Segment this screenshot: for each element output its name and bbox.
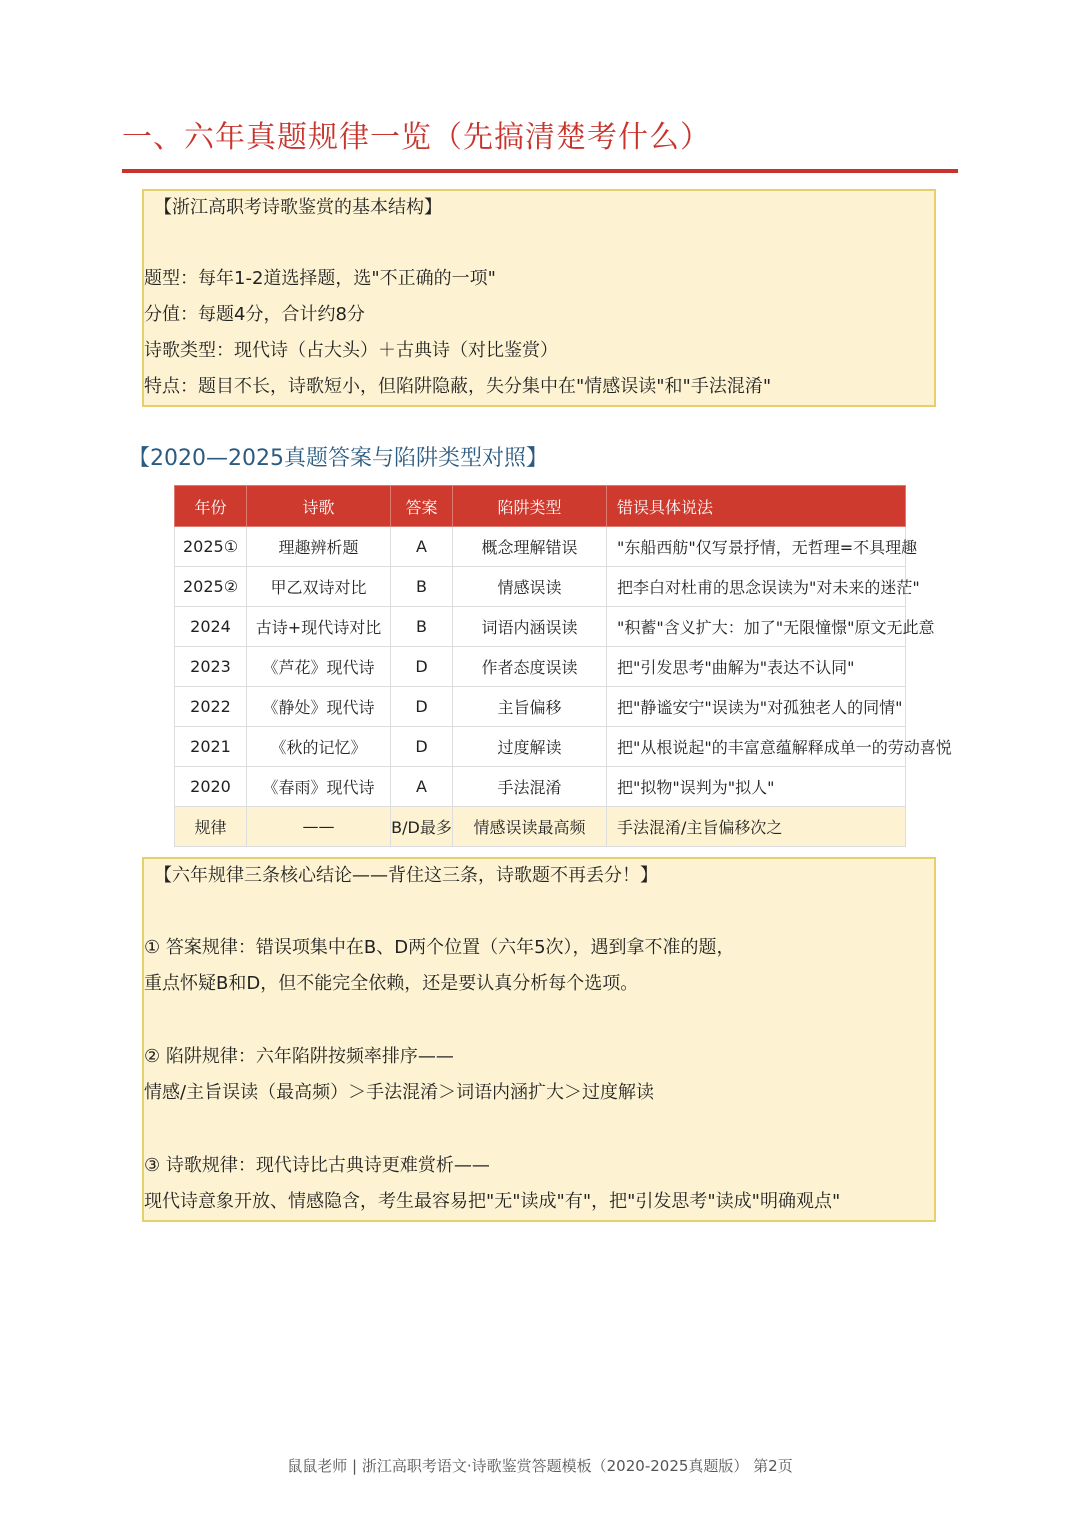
cell-trap-type: 词语内涵误读: [453, 607, 607, 647]
cell-trap-type: 过度解读: [453, 727, 607, 767]
cell-answer: D: [391, 727, 453, 767]
cell-trap-type: 情感误读: [453, 567, 607, 607]
cell-answer: D: [391, 647, 453, 687]
cell-answer: D: [391, 687, 453, 727]
structure-line-score: 分值：每题4分，合计约8分: [144, 304, 365, 325]
conclusion-box-heading: 【六年规律三条核心结论——背住这三条，诗歌题不再丢分！】: [154, 865, 658, 886]
rule2-line2: 情感/主旨误读（最高频）＞手法混淆＞词语内涵扩大＞过度解读: [144, 1082, 655, 1103]
page-title: 一、六年真题规律一览（先搞清楚考什么）: [122, 120, 711, 155]
summary-trap-type: 情感误读最高频: [453, 807, 607, 847]
cell-year: 2023: [175, 647, 247, 687]
structure-line-poem-type: 诗歌类型：现代诗（占大头）＋古典诗（对比鉴赏）: [144, 340, 558, 361]
summary-poem: ——: [247, 807, 391, 847]
cell-trap-type: 手法混淆: [453, 767, 607, 807]
table-row: [175, 527, 906, 567]
header-trap-type: 陷阱类型: [453, 486, 607, 527]
rule3-line2: 现代诗意象开放、情感隐含，考生最容易把"无"读成"有"，把"引发思考"读成"明确观点": [144, 1191, 841, 1212]
cell-error-detail: 把李白对杜甫的思念误读为"对未来的迷茫": [607, 567, 906, 607]
rule1-line2: 重点怀疑B和D，但不能完全依赖，还是要认真分析每个选项。: [144, 973, 639, 994]
cell-error-detail: 把"引发思考"曲解为"表达不认同": [607, 647, 906, 687]
cell-poem: 《秋的记忆》: [247, 727, 391, 767]
summary-error-detail: 手法混淆/主旨偏移次之: [607, 807, 906, 847]
cell-year: 2021: [175, 727, 247, 767]
rule2-line1: ② 陷阱规律：六年陷阱按频率排序——: [144, 1046, 454, 1067]
table-row: [175, 767, 906, 807]
cell-trap-type: 主旨偏移: [453, 687, 607, 727]
page-footer: 鼠鼠老师 | 浙江高职考语文·诗歌鉴赏答题模板（2020-2025真题版） 第2页: [287, 1457, 793, 1475]
cell-year: 2025②: [175, 567, 247, 607]
cell-poem: 古诗+现代诗对比: [247, 607, 391, 647]
header-year: 年份: [175, 486, 247, 527]
cell-answer: B: [391, 607, 453, 647]
cell-error-detail: "东船西舫"仅写景抒情，无哲理=不具理趣: [607, 527, 906, 567]
cell-answer: B: [391, 567, 453, 607]
cell-year: 2024: [175, 607, 247, 647]
cell-poem: 《芦花》现代诗: [247, 647, 391, 687]
structure-line-features: 特点：题目不长，诗歌短小，但陷阱隐蔽，失分集中在"情感误读"和"手法混淆": [144, 376, 772, 397]
table-row: [175, 647, 906, 687]
cell-trap-type: 概念理解错误: [453, 527, 607, 567]
cell-answer: A: [391, 767, 453, 807]
cell-poem: 《春雨》现代诗: [247, 767, 391, 807]
answers-table: [174, 485, 952, 847]
cell-error-detail: 把"静谧安宁"误读为"对孤独老人的同情": [607, 687, 906, 727]
cell-poem: 理趣辨析题: [247, 527, 391, 567]
table-section-heading: 【2020—2025真题答案与陷阱类型对照】: [128, 446, 548, 471]
structure-line-type: 题型：每年1-2道选择题，选"不正确的一项": [144, 268, 496, 289]
header-error-detail: 错误具体说法: [607, 486, 906, 527]
cell-answer: A: [391, 527, 453, 567]
cell-year: 2022: [175, 687, 247, 727]
table-header-row: [175, 486, 906, 527]
header-answer: 答案: [391, 486, 453, 527]
conclusion-box: [142, 857, 936, 1222]
rule3-line1: ③ 诗歌规律：现代诗比古典诗更难赏析——: [144, 1155, 490, 1176]
table-row: [175, 687, 906, 727]
rule1-line1: ① 答案规律：错误项集中在B、D两个位置（六年5次），遇到拿不准的题，: [144, 937, 735, 958]
cell-error-detail: 把"从根说起"的丰富意蕴解释成单一的劳动喜悦: [607, 727, 906, 767]
summary-row: [175, 807, 906, 847]
cell-year: 2020: [175, 767, 247, 807]
cell-error-detail: 把"拟物"误判为"拟人": [607, 767, 906, 807]
table-row: [175, 727, 906, 767]
cell-year: 2025①: [175, 527, 247, 567]
title-divider: [122, 169, 958, 173]
cell-poem: 甲乙双诗对比: [247, 567, 391, 607]
cell-trap-type: 作者态度误读: [453, 647, 607, 687]
summary-answer: B/D最多: [391, 807, 453, 847]
cell-poem: 《静处》现代诗: [247, 687, 391, 727]
cell-error-detail: "积蓄"含义扩大：加了"无限憧憬"原文无此意: [607, 607, 906, 647]
header-poem: 诗歌: [247, 486, 391, 527]
structure-box-heading: 【浙江高职考诗歌鉴赏的基本结构】: [154, 197, 442, 218]
table-row: [175, 567, 906, 607]
structure-box: [142, 189, 936, 407]
summary-label: 规律: [175, 807, 247, 847]
table-row: [175, 607, 906, 647]
